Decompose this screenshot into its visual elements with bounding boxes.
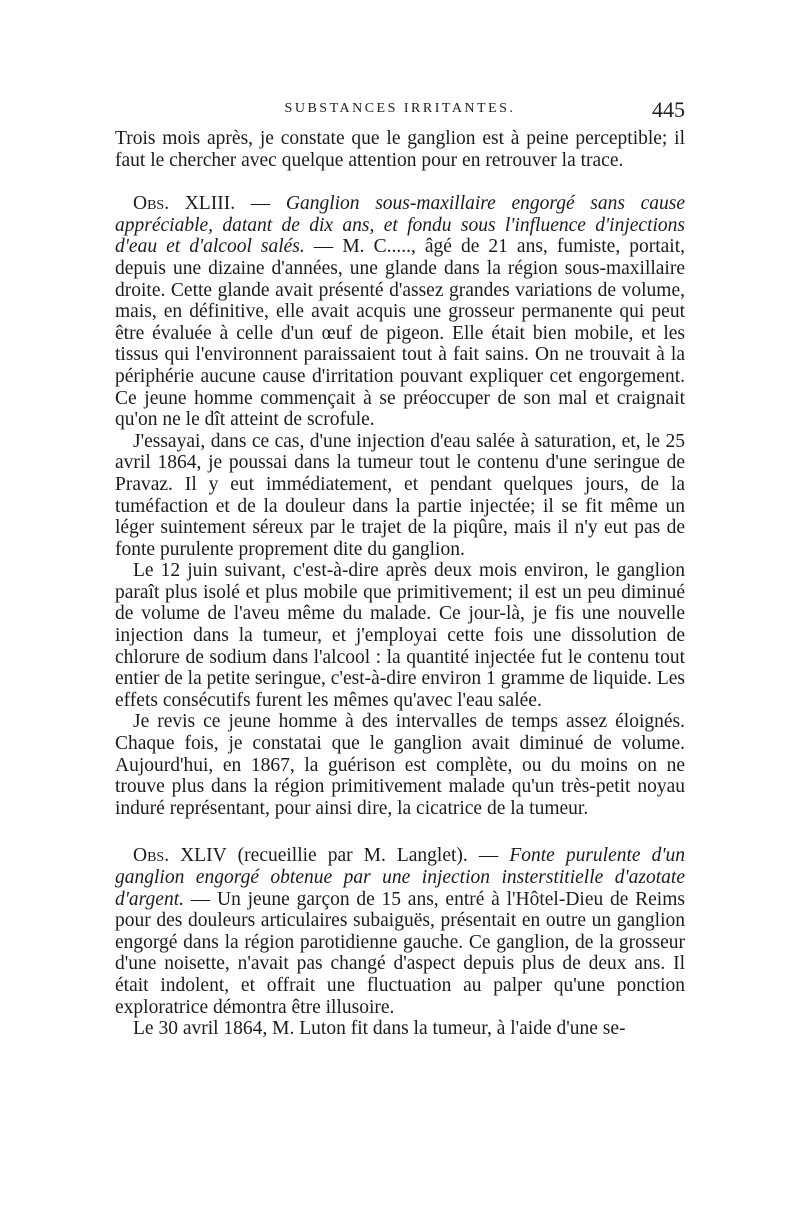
observation-44-heading — [115, 845, 685, 1018]
observation-source: (recueillie par M. Langlet). — [226, 845, 468, 867]
observation-text: — M. C....., âgé de 21 ans, fumiste, portait, depuis une dizaine d'années, une glande dans la région sous-maxillaire droite. Cette glande avait présenté d'assez grandes variations de volume, mais, en définitive, elle avait acquis une grosseur permanente qui peut être évaluée à celle d'un œuf de pigeon. Elle était bien mobile, et les tissus qui l'environnent paraissaient tout à fait sains. On ne trouvait à la périphérie aucune cause d'irritation pouvant expliquer cet engorgement. Ce jeune homme commençait à se préoccuper de son mal et craignait qu'on ne le dît atteint de scrofule. — [115, 236, 685, 431]
page-number: 445 — [652, 97, 685, 122]
observation-label: Obs. XLIII. — [133, 193, 236, 215]
observation-text: — Un jeune garçon de 15 ans, entré à l'Hôtel-Dieu de Reims pour des douleurs articulaires subaiguës, présentait en outre un ganglion engorgé dans la région parotidienne gauche. Ce ganglion, de la grosseur d'une noisette, n'avait pas changé d'aspect depuis plus de deux ans. Il était indolent, et offrait une fluctuation au palper qu'une ponction exploratrice démontra être illusoire. — [115, 888, 685, 1018]
observation-label: Obs. XLIV — [133, 845, 227, 867]
paragraph: Le 30 avril 1864, M. Luton fit dans la tumeur, à l'aide d'une se- — [133, 1018, 626, 1040]
dash: — — [235, 193, 286, 215]
running-title: SUBSTANCES IRRITANTES. — [284, 101, 516, 116]
paragraph-continuation: Trois mois après, je constate que le ganglion est à peine perceptible; il faut le chercher avec quelque attention pour en retrouver la trace. — [115, 128, 685, 171]
observation-title: Ganglion sous-maxillaire engorgé sans cause appréciable, datant de dix ans, et fondu sous l'influence d'injections d'eau et d'alcool salés. — [115, 193, 685, 258]
body-text — [115, 128, 685, 1040]
paragraph: Je revis ce jeune homme à des intervalles de temps assez éloignés. Chaque fois, je constatai que le ganglion avait diminué de volume. Aujourd'hui, en 1867, la guérison est complète, ou du moins on ne trouve plus dans la région primitivement malade qu'un très-petit noyau induré représentant, pour ainsi dire, la cicatrice de la tumeur. — [115, 711, 685, 819]
paragraph: J'essayai, dans ce cas, d'une injection d'eau salée à saturation, et, le 25 avril 1864, je poussai dans la tumeur tout le contenu d'une seringue de Pravaz. Il y eut immédiatement, et pendant quelques jours, de la tuméfaction et de la douleur dans la partie injectée; il se fit même un léger suintement séreux par le trajet de la piqûre, mais il n'y eut pas de fonte purulente proprement dite du ganglion. — [115, 430, 685, 560]
paragraph: Le 12 juin suivant, c'est-à-dire après deux mois environ, le ganglion paraît plus isolé et plus mobile que primitivement; il est un peu diminué de volume de l'aveu même du malade. Ce jour-là, je fis une nouvelle injection dans la tumeur, et j'employai cette fois une dissolution de chlorure de sodium dans l'alcool : la quantité injectée fut le contenu tout entier de la petite seringue, c'est-à-dire environ 1 gramme de liquide. Les effets consécutifs furent les mêmes qu'avec l'eau salée. — [115, 560, 685, 711]
observation-43-heading — [115, 193, 685, 431]
page-header — [115, 97, 685, 123]
observation-title: Fonte purulente d'un ganglion engorgé obtenue par une injection insterstitielle d'azotate d'argent. — [115, 845, 685, 910]
dash: — — [467, 845, 510, 867]
